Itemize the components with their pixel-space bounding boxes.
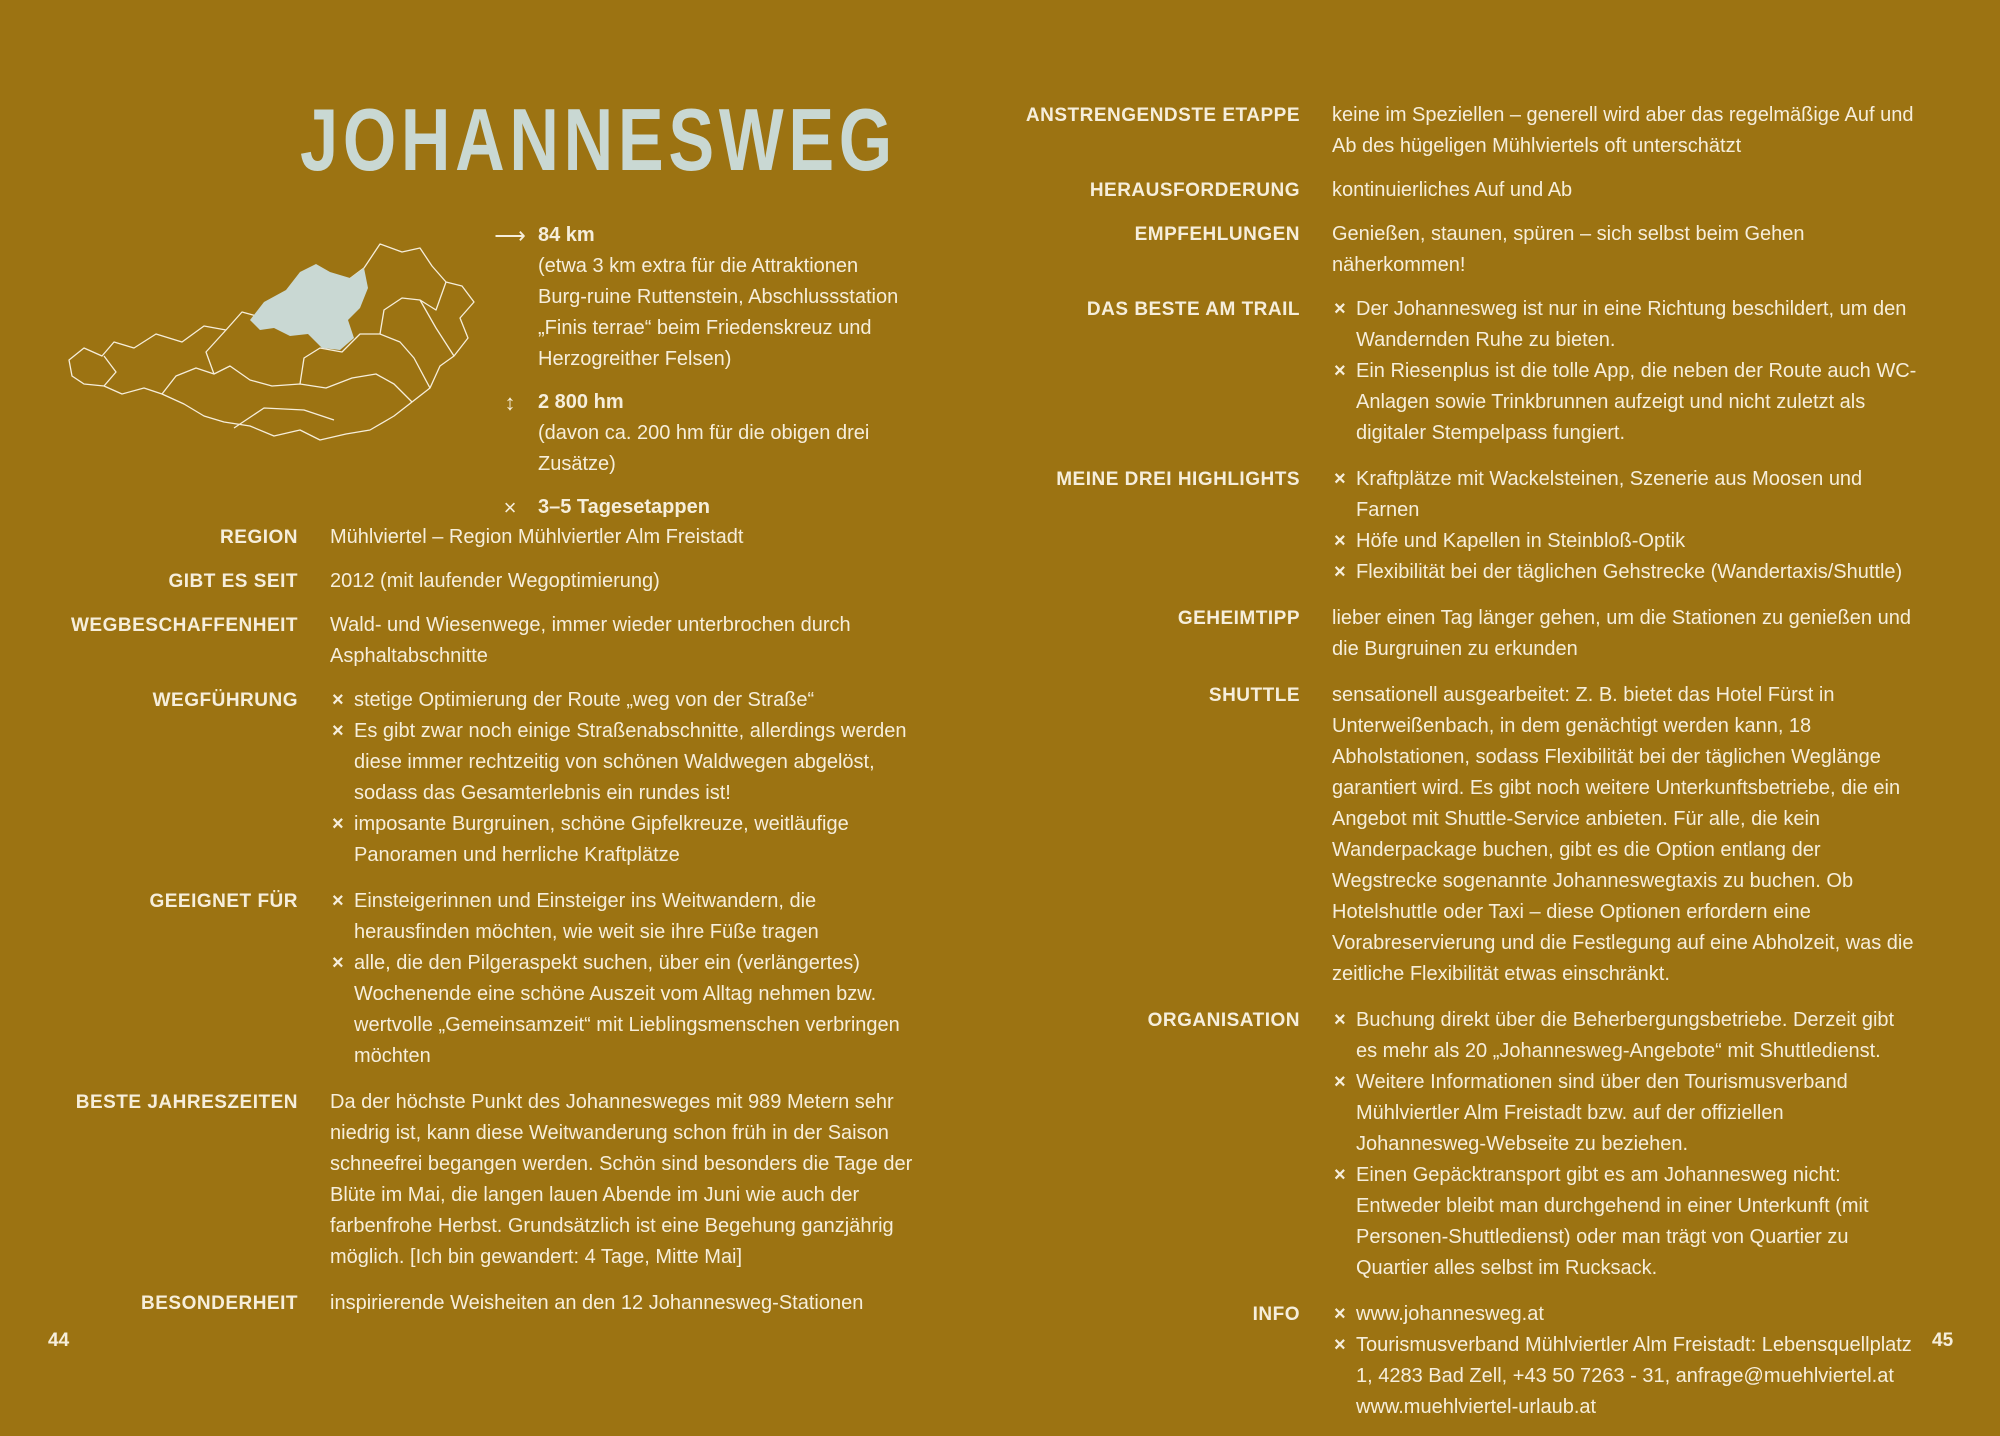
bullet-item: × alle, die den Pilgeraspekt suchen, über ein (verlängertes) Wochenende eine schöne Auszeit vom Alltag nehmen bzw. wertvolle „Gemeinsamzeit“ mit Lieblingsmenschen verbringen möchten	[330, 948, 930, 1072]
row-label: GEHEIMTIPP	[1177, 608, 1300, 629]
row-label: BESONDERHEIT	[141, 1293, 298, 1314]
bullet-item: × Tourismusverband Mühlviertler Alm Freistadt: Lebensquellplatz 1, 4283 Bad Zell, +43 50 7263 - 31, anfrage@muehlviertel.at www.muehlviertel-urlaub.at	[1332, 1330, 1917, 1423]
bullet-item: × Weitere Informationen sind über den Tourismusverband Mühlviertler Alm Freistadt bzw. auf der offiziellen Johannesweg-Webseite zu beziehen.	[1332, 1067, 1917, 1160]
cross-icon: ×	[503, 495, 517, 520]
bullet-item: × Höfe und Kapellen in Steinbloß-Optik	[1332, 526, 1917, 557]
arrow-right-icon: ⟶	[494, 223, 526, 248]
info-row	[1000, 294, 2000, 449]
info-row	[0, 522, 1000, 553]
info-row	[0, 685, 1000, 871]
bullet-item: × www.johannesweg.at	[1332, 1299, 1917, 1330]
row-content: Mühlviertel – Region Mühlviertler Alm Freistadt	[330, 526, 744, 548]
row-label: EMPFEHLUNGEN	[1134, 224, 1300, 245]
info-row	[1000, 100, 2000, 162]
info-row	[1000, 219, 2000, 281]
row-label: SHUTTLE	[1208, 685, 1300, 706]
bullet-item: × Buchung direkt über die Beherbergungsbetriebe. Derzeit gibt es mehr als 20 „Johannesweg-Angebote“ mit Shuttledienst.	[1332, 1005, 1917, 1067]
row-label: HERAUSFORDERUNG	[1089, 180, 1300, 201]
info-row	[0, 610, 1000, 672]
row-label: GIBT ES SEIT	[168, 571, 298, 592]
bullet-item: × Ein Riesenplus ist die tolle App, die neben der Route auch WC-Anlagen sowie Trinkbrunnen aufzeigt und nicht zuletzt als digitaler Stempelpass fungiert.	[1332, 356, 1917, 449]
right-page	[1000, 0, 2000, 1418]
info-row	[1000, 680, 2000, 990]
info-row	[0, 1288, 1000, 1319]
row-content: 2012 (mit laufender Wegoptimierung)	[330, 570, 660, 592]
up-down-arrow-icon: ↕	[504, 390, 516, 415]
info-row	[1000, 603, 2000, 665]
row-content: sensationell ausgearbeitet: Z. B. bietet das Hotel Fürst in Unterweißenbach, in dem genächtigt werden kann, 18 Abholstationen, sodass Flexibilität bei der täglichen Weglänge garantiert wird. Es gibt noch weitere Unterkunftsbetriebe, die ein Angebot mit Shuttle-Service anbieten. Für alle, die kein Wanderpackage buchen, gibt es die Option entlang der Wegstrecke sogenannte Johanneswegtaxis zu buchen. Ob Hotelshuttle oder Taxi – diese Optionen erfordern eine Vorabreservierung und die Festlegung auf eine Abholzeit, was die zeitliche Flexibilität etwas einschränkt.	[1332, 684, 1914, 985]
row-label: WEGFÜHRUNG	[152, 690, 298, 711]
row-label: BESTE JAHRESZEITEN	[75, 1092, 298, 1113]
row-label: ANSTRENGENDSTE ETAPPE	[1025, 105, 1300, 126]
row-content: Genießen, staunen, spüren – sich selbst beim Gehen näherkommen!	[1332, 223, 1805, 276]
row-content	[1332, 294, 1917, 449]
route-stats	[492, 220, 912, 535]
right-info-table	[1000, 100, 2000, 1436]
row-content: kontinuierliches Auf und Ab	[1332, 179, 1573, 201]
bullet-item: × Einen Gepäcktransport gibt es am Johannesweg nicht: Entweder bleibt man durchgehend in einer Unterkunft (mit Personen-Shuttledienst) oder man trägt von Quartier zu Quartier alles selbst im Rucksack.	[1332, 1160, 1917, 1284]
row-content: inspirierende Weisheiten an den 12 Johannesweg-Stationen	[330, 1292, 864, 1314]
info-row	[0, 566, 1000, 597]
info-row	[1000, 1005, 2000, 1284]
left-info-table	[0, 522, 1000, 1332]
row-content: Da der höchste Punkt des Johannesweges mit 989 Metern sehr niedrig ist, kann diese Weitwanderung schon früh in der Saison schneefrei begangen werden. Schön sind besonders die Tage der Blüte im Mai, die langen lauen Abende im Juni wie auch der farbenfrohe Herbst. Grundsätzlich ist eine Begehung ganzjährig möglich. [Ich bin gewandert: 4 Tage, Mitte Mai]	[330, 1091, 913, 1268]
row-label: INFO	[1252, 1304, 1300, 1325]
row-label: WEGBESCHAFFENHEIT	[71, 615, 298, 636]
page-number: 45	[1932, 1330, 1954, 1351]
left-page	[0, 0, 1000, 1412]
austria-map	[64, 238, 484, 458]
row-content	[330, 685, 930, 871]
page-title: JOHANNESWEG	[300, 90, 897, 189]
stat-stages: × 3–5 Tagesetappen	[492, 492, 912, 523]
stat-elevation: ↕ 2 800 hm (davon ca. 200 hm für die obigen drei Zusätze)	[492, 387, 912, 480]
row-content	[330, 886, 930, 1072]
row-label: DAS BESTE AM TRAIL	[1086, 299, 1300, 320]
bullet-item: × Der Johannesweg ist nur in eine Richtung beschildert, um den Wandernden Ruhe zu bieten.	[1332, 294, 1917, 356]
bullet-item: × imposante Burgruinen, schöne Gipfelkreuze, weitläufige Panoramen und herrliche Kraftplätze	[330, 809, 930, 871]
bullet-item: × Kraftplätze mit Wackelsteinen, Szenerie aus Moosen und Farnen	[1332, 464, 1917, 526]
row-content: lieber einen Tag länger gehen, um die Stationen zu genießen und die Burgruinen zu erkunden	[1332, 607, 1911, 660]
row-label: GEEIGNET FÜR	[149, 891, 298, 912]
page-number: 44	[48, 1330, 70, 1351]
info-row	[1000, 464, 2000, 588]
row-content	[1332, 1005, 1917, 1284]
bullet-item: × stetige Optimierung der Route „weg von der Straße“	[330, 685, 930, 716]
info-row	[1000, 1299, 2000, 1423]
row-content: keine im Speziellen – generell wird aber das regelmäßige Auf und Ab des hügeligen Mühlviertels oft unterschätzt	[1332, 104, 1914, 157]
bullet-item: × Flexibilität bei der täglichen Gehstrecke (Wandertaxis/Shuttle)	[1332, 557, 1917, 588]
bullet-item: × Es gibt zwar noch einige Straßenabschnitte, allerdings werden diese immer rechtzeitig von schönen Waldwegen abgelöst, sodass das Gesamterlebnis ein rundes ist!	[330, 716, 930, 809]
row-content: Wald- und Wiesenwege, immer wieder unterbrochen durch Asphaltabschnitte	[330, 614, 851, 667]
row-content	[1332, 464, 1917, 588]
info-row	[1000, 175, 2000, 206]
stat-distance: ⟶ 84 km (etwa 3 km extra für die Attraktionen Burg-ruine Ruttenstein, Abschlussstation „Finis terrae“ beim Friedenskreuz und Herzogreither Felsen)	[492, 220, 912, 375]
row-label: ORGANISATION	[1147, 1010, 1300, 1031]
row-label: MEINE DREI HIGHLIGHTS	[1056, 469, 1300, 490]
row-label: REGION	[220, 527, 298, 548]
info-row	[0, 1087, 1000, 1273]
bullet-item: × Einsteigerinnen und Einsteiger ins Weitwandern, die herausfinden möchten, wie weit sie ihre Füße tragen	[330, 886, 930, 948]
row-content	[1332, 1299, 1917, 1423]
info-row	[0, 886, 1000, 1072]
